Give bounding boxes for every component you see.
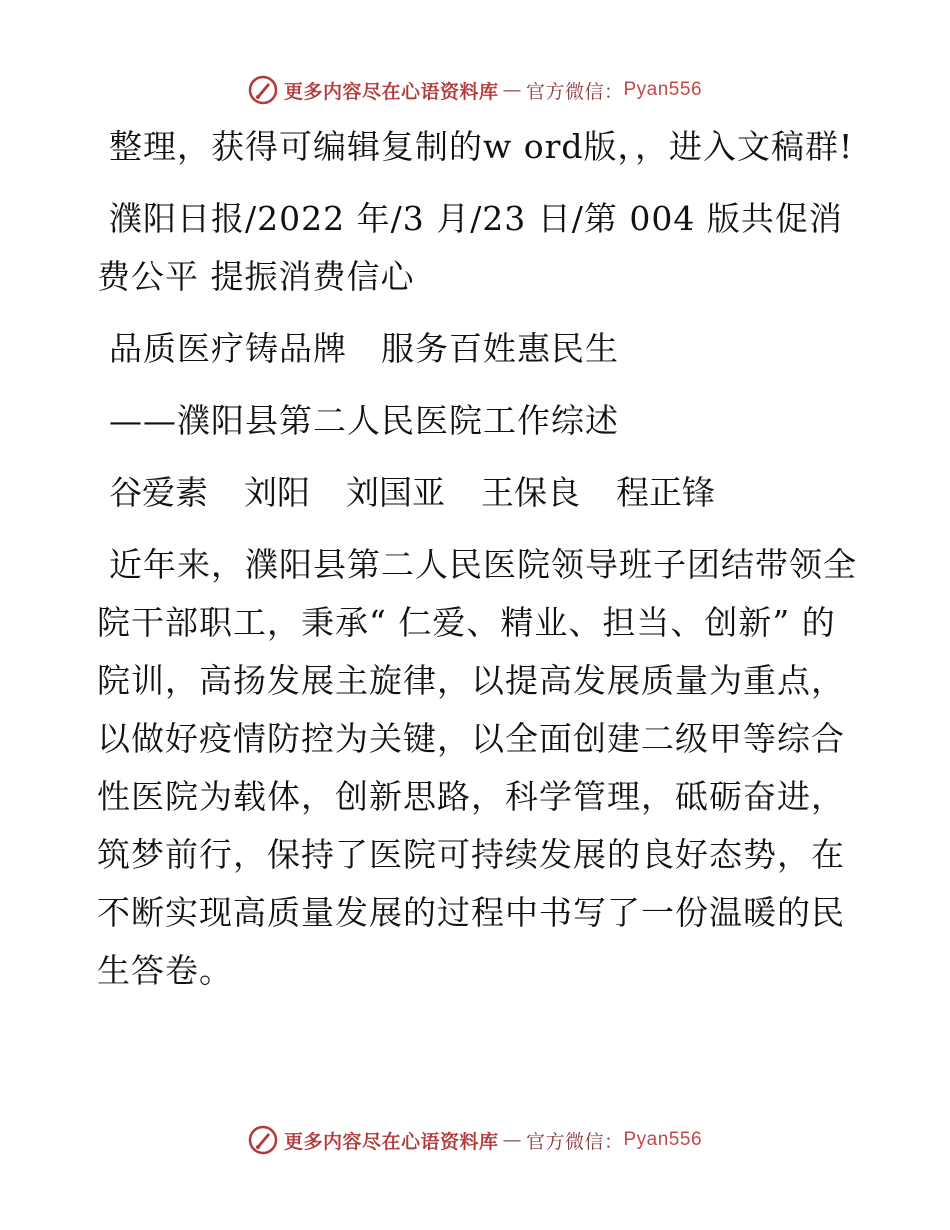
banner-official-label: 官方微信： [525, 80, 624, 103]
article-headline: 品质医疗铸品牌 服务百姓惠民生 [109, 329, 619, 368]
body-paragraph: 近年来，濮阳县第二人民医院领导班子团结带领全院干部职工，秉承“ 仁爱、精业、担当、创新” 的院训，高扬发展主旋律，以提高发展质量为重点，以做好疫情防控为关键，以全面创建二级甲等综合性医院为载体，创新思路，科学管理，砥砺奋进，筑梦前行，保持了医院可持续发展的良好态势，在不断实现高质量发展的过程中书写了一份温暖的民生答卷。 [97, 545, 857, 990]
banner-brand: 更多内容尽在心语资料库 [283, 1130, 499, 1153]
quill-logo-icon [248, 75, 278, 105]
source-line: 濮阳日报/2022 年/3 月/23 日/第 004 版共促消费公平 提振消费信心 [97, 199, 843, 296]
quill-logo-icon [248, 1125, 278, 1155]
document-body [97, 118, 857, 1014]
banner-official-label: 官方微信： [525, 1130, 624, 1153]
author-name: 刘阳 [244, 473, 310, 512]
author-name: 程正锋 [616, 473, 715, 512]
header-watermark-banner [0, 70, 950, 110]
banner-account: Pyan556 [623, 79, 703, 100]
author-list [97, 464, 857, 522]
author-name: 王保良 [481, 473, 580, 512]
banner-brand: 更多内容尽在心语资料库 [283, 80, 499, 103]
banner-account: Pyan556 [623, 1129, 703, 1150]
article-subtitle: ——濮阳县第二人民医院工作综述 [109, 401, 619, 440]
author-name: 刘国亚 [346, 473, 445, 512]
banner-separator: — [502, 1129, 522, 1151]
intro-paragraph: 整理，获得可编辑复制的w ord版，，进入文稿群! [109, 127, 854, 166]
banner-separator: — [502, 79, 522, 101]
author-name: 谷爱素 [109, 473, 208, 512]
footer-watermark-banner [0, 1120, 950, 1160]
